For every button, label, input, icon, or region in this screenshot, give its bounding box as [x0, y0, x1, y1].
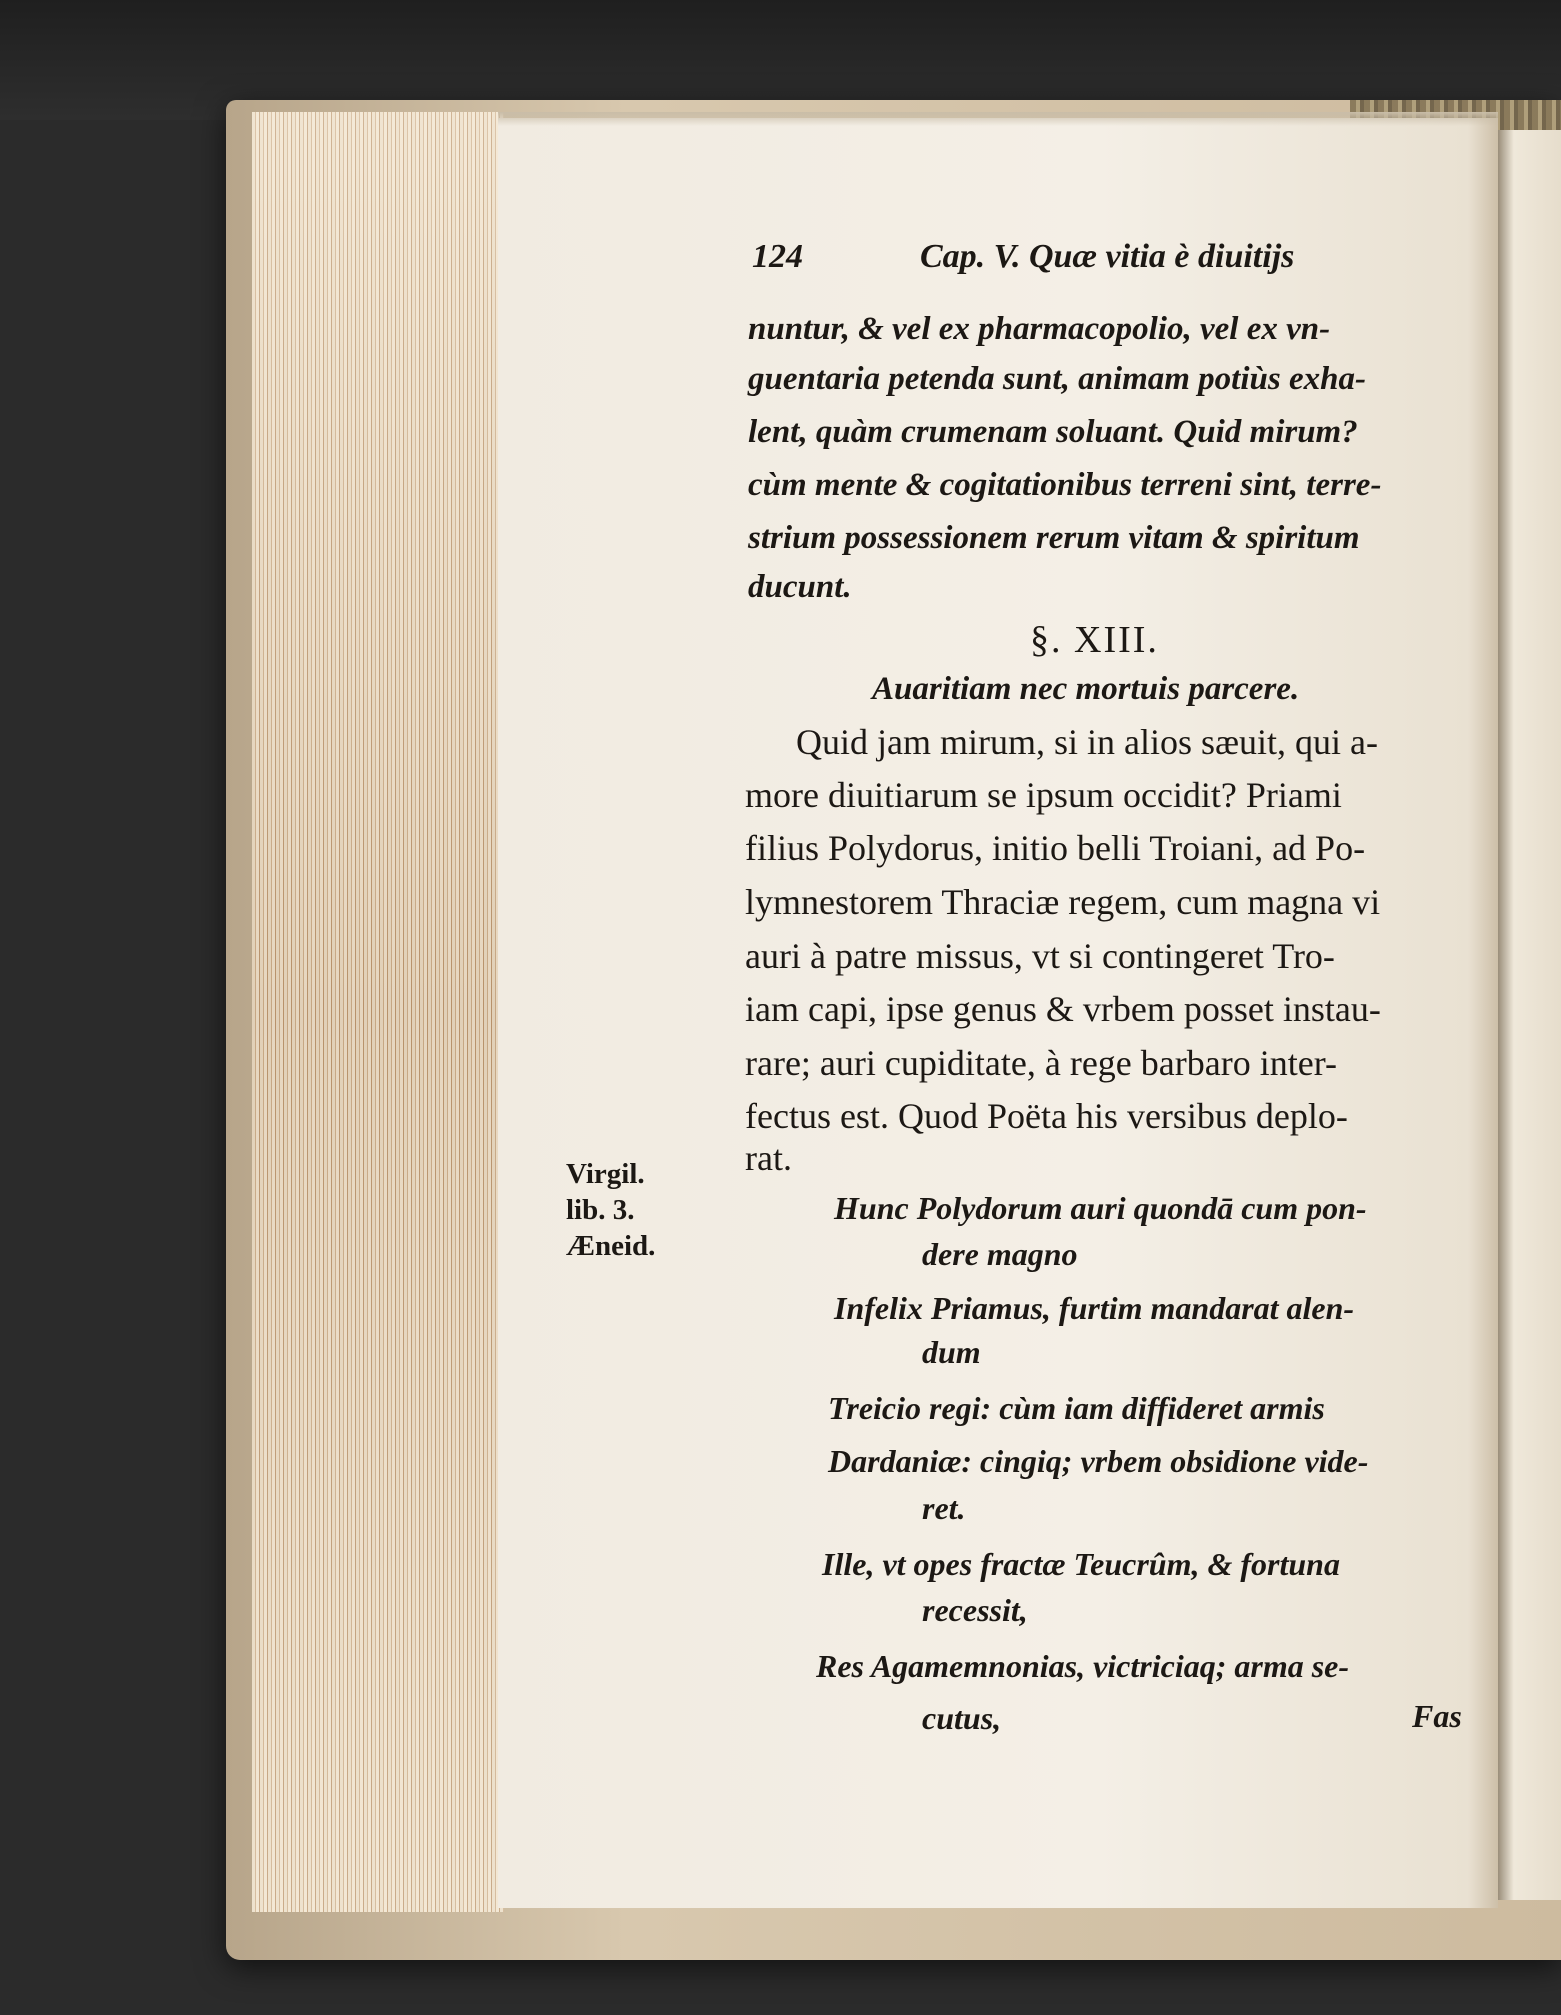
marginal-note: lib. 3.: [566, 1194, 635, 1226]
text-line: lymnestorem Thraciæ regem, cum magna vi: [745, 882, 1381, 922]
text-line: iam capi, ipse genus & vrbem posset instau-: [745, 989, 1381, 1029]
text-line: rare; auri cupiditate, à rege barbaro inter-: [745, 1043, 1337, 1083]
verse-line: recessit,: [922, 1592, 1028, 1628]
verse-line: Ille, vt opes fractæ Teucrûm, & fortuna: [822, 1546, 1340, 1582]
verse-line: Hunc Polydorum auri quondā cum pon-: [834, 1190, 1367, 1226]
text-line: lent, quàm crumenam soluant. Quid mirum?: [748, 414, 1358, 450]
verse-line: dere magno: [922, 1236, 1078, 1272]
text-line: filius Polydorus, initio belli Troiani, ad Po-: [745, 828, 1366, 868]
text-line: strium possessionem rerum vitam & spiritum: [748, 520, 1360, 556]
verse-line: ret.: [922, 1490, 966, 1526]
text-line: auri à patre missus, vt si contingeret Tro-: [745, 936, 1335, 976]
text-line: rat.: [745, 1138, 792, 1178]
text-line: ducunt.: [748, 569, 852, 605]
facing-page-edge: [1498, 130, 1561, 1900]
text-line: nuntur, & vel ex pharmacopolio, vel ex vn-: [748, 311, 1331, 347]
page-shadow: [498, 112, 1498, 126]
catchword: Fas: [1412, 1698, 1462, 1734]
text-line: Quid jam mirum, si in alios sæuit, qui a-: [796, 722, 1378, 762]
marginal-note: Æneid.: [566, 1230, 656, 1262]
verse-line: Dardaniæ: cingiq; vrbem obsidione vide-: [828, 1443, 1369, 1479]
verse-line: Infelix Priamus, furtim mandarat alen-: [834, 1290, 1355, 1326]
marginal-note: Virgil.: [566, 1158, 645, 1190]
running-head: Cap. V. Quæ vitia è diuitijs: [920, 238, 1295, 275]
verse-line: Res Agamemnonias, victriciaq; arma se-: [816, 1648, 1350, 1684]
section-number: §. XIII.: [1030, 619, 1159, 661]
verse-line: cutus,: [922, 1700, 1002, 1736]
text-line: guentaria petenda sunt, animam potiùs exha-: [748, 361, 1366, 397]
page-block-edges: [252, 112, 504, 1912]
page-number: 124: [752, 238, 803, 275]
section-title: Auaritiam nec mortuis parcere.: [872, 671, 1300, 707]
text-line: fectus est. Quod Poëta his versibus deplo-: [745, 1096, 1348, 1136]
text-line: more diuitiarum se ipsum occidit? Priami: [745, 775, 1342, 815]
verse-line: dum: [922, 1334, 981, 1370]
verse-line: Treicio regi: cùm iam diffideret armis: [828, 1390, 1325, 1426]
text-line: cùm mente & cogitationibus terreni sint, terre-: [748, 467, 1382, 503]
